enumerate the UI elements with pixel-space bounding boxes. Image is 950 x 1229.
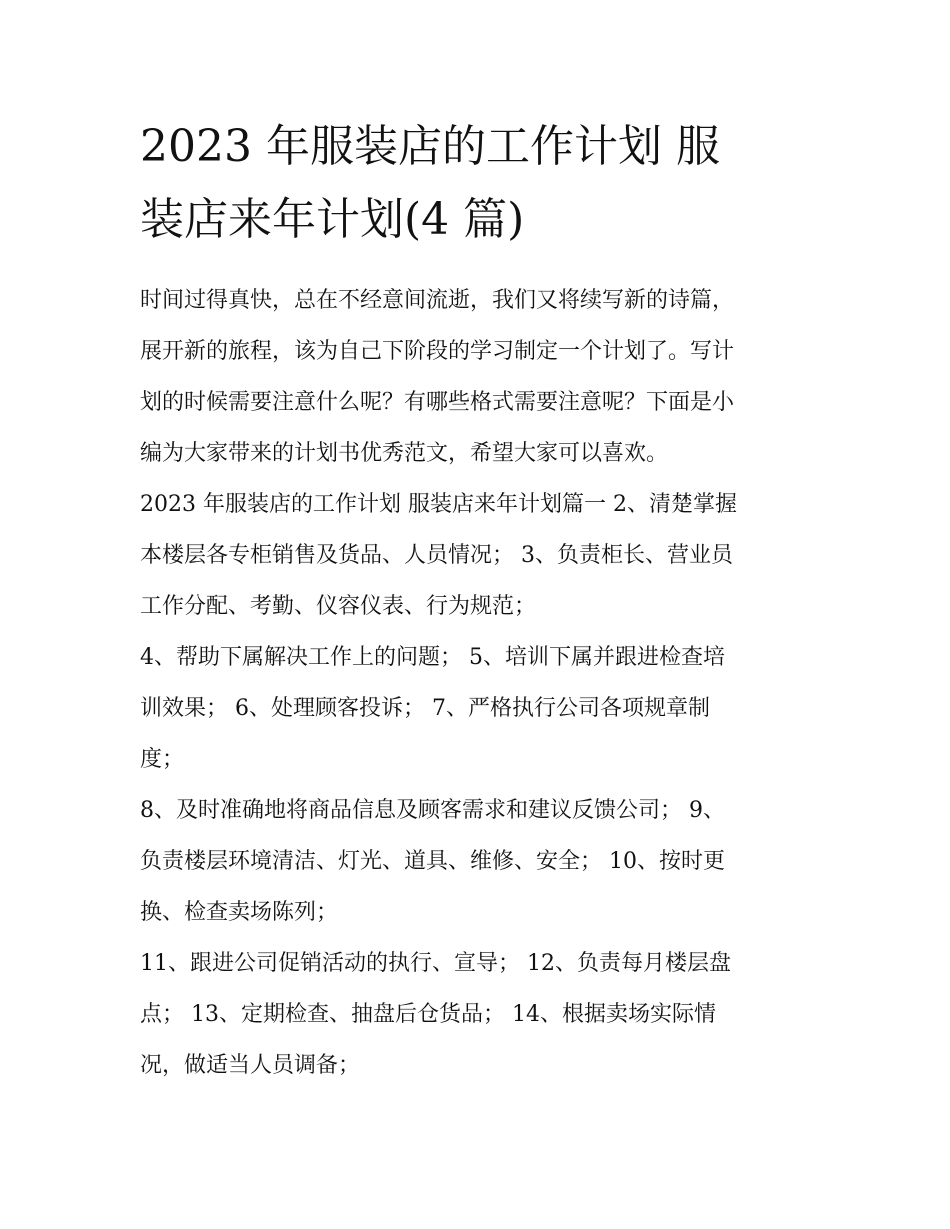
body-line: 负责楼层环境清洁、灯光、道具、维修、安全； 10、按时更 xyxy=(140,849,725,874)
document-title xyxy=(140,110,820,256)
body-line: 本楼层各专柜销售及货品、人员情况； 3、负责柜长、营业员 xyxy=(140,543,733,568)
body-line: 换、检查卖场陈列； xyxy=(140,900,339,925)
body-line: 划的时候需要注意什么呢？有哪些格式需要注意呢？下面是小 xyxy=(140,390,735,415)
body-line: 4、帮助下属解决工作上的问题； 5、培训下属并跟进检查培 xyxy=(140,645,725,670)
body-line: 度； xyxy=(140,747,185,772)
body-line: 时间过得真快，总在不经意间流逝，我们又将续写新的诗篇， xyxy=(140,288,735,313)
body-line: 工作分配、考勤、仪容仪表、行为规范； xyxy=(140,594,537,619)
title-line-2: 装店来年计划(4 篇) xyxy=(140,194,525,245)
body-line: 11、跟进公司促销活动的执行、宣导； 12、负责每月楼层盘 xyxy=(140,951,731,976)
body-line: 编为大家带来的计划书优秀范文，希望大家可以喜欢。 xyxy=(140,441,669,466)
body-line: 训效果； 6、处理顾客投诉； 7、严格执行公司各项规章制 xyxy=(140,696,710,721)
body-line: 况，做适当人员调备； xyxy=(140,1053,361,1078)
body-line: 展开新的旅程，该为自己下阶段的学习制定一个计划了。写计 xyxy=(140,339,735,364)
body-line: 2023 年服装店的工作计划 服装店来年计划篇一 2、清楚掌握 xyxy=(140,492,737,517)
body-line: 8、及时准确地将商品信息及顾客需求和建议反馈公司； 9、 xyxy=(140,798,725,823)
body-line: 点； 13、定期检查、抽盘后仓货品； 14、根据卖场实际情 xyxy=(140,1002,716,1027)
title-line-1: 2023 年服装店的工作计划 服 xyxy=(140,121,720,172)
